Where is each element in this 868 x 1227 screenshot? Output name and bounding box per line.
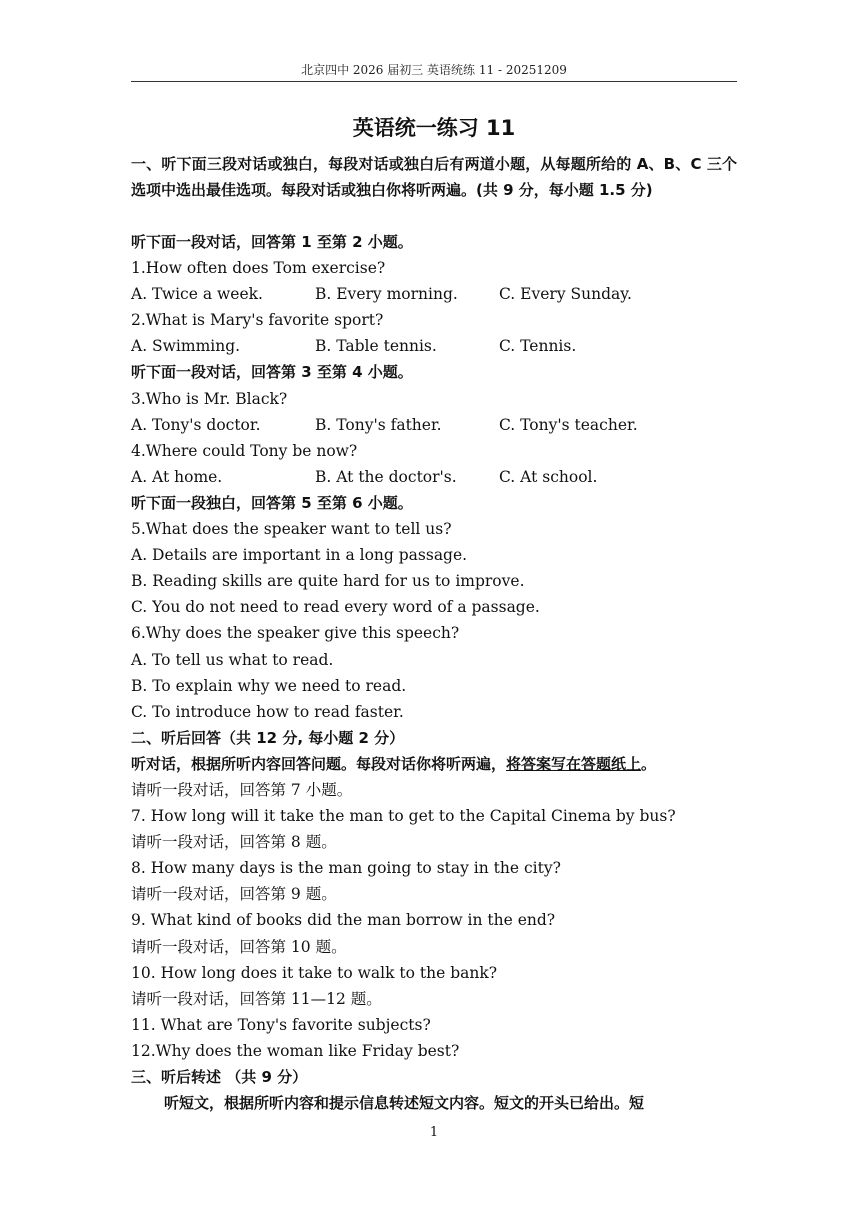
option-a: A. Swimming. — [131, 337, 241, 356]
question-8-prompt: 请听一段对话，回答第 8 题。 — [131, 833, 337, 852]
option-a: A. Tony's doctor. — [131, 415, 261, 434]
question-2-stem: 2.What is Mary's favorite sport? — [131, 311, 384, 330]
question-9: 9. What kind of books did the man borrow in the end? — [131, 911, 556, 930]
page-number: 1 — [429, 1125, 439, 1140]
option-a: A. At home. — [131, 467, 223, 486]
question-4-options — [131, 464, 737, 490]
section1-heading: 一、听下面三段对话或独白，每段对话或独白后有两道小题，从每题所给的 A、B、C 三个选项中选出最佳选项。每段对话或独白你将听两遍。(共 9 分，每小题 1.5 分) — [131, 155, 737, 199]
question-9-prompt: 请听一段对话，回答第 9 题。 — [131, 885, 337, 904]
content-body — [131, 151, 737, 1116]
question-1-stem: 1.How often does Tom exercise? — [131, 259, 386, 278]
option-c: C. Every Sunday. — [499, 285, 632, 304]
instruction-end: 。 — [641, 754, 657, 773]
question-6-option-a: A. To tell us what to read. — [131, 650, 334, 669]
page-title: 英语统一练习 11 — [352, 116, 516, 140]
question-3-options — [131, 412, 737, 438]
question-10: 10. How long does it take to walk to the bank? — [131, 963, 498, 982]
section3-heading: 三、听后转述 （共 9 分） — [131, 1068, 308, 1086]
question-6-option-c: C. To introduce how to read faster. — [131, 702, 404, 721]
option-c: C. At school. — [499, 467, 598, 486]
option-b: B. Tony's father. — [315, 415, 442, 434]
option-c: C. Tony's teacher. — [499, 415, 638, 434]
question-12: 12.Why does the woman like Friday best? — [131, 1041, 460, 1060]
section2-heading: 二、听后回答（共 12 分, 每小题 2 分） — [131, 728, 405, 747]
question-11-12-prompt: 请听一段对话，回答第 11—12 题。 — [131, 989, 382, 1008]
question-11: 11. What are Tony's favorite subjects? — [131, 1015, 431, 1034]
question-7-prompt: 请听一段对话，回答第 7 小题。 — [131, 780, 353, 799]
question-6-option-b: B. To explain why we need to read. — [131, 676, 407, 695]
question-10-prompt: 请听一段对话，回答第 10 题。 — [131, 937, 347, 956]
question-3-stem: 3.Who is Mr. Black? — [131, 389, 288, 408]
section3-instruction: 听短文，根据所听内容和提示信息转述短文内容。短文的开头已给出。短 — [164, 1094, 645, 1113]
question-4-stem: 4.Where could Tony be now? — [131, 441, 358, 460]
option-b: B. Table tennis. — [315, 337, 437, 356]
option-a: A. Twice a week. — [131, 285, 263, 304]
option-b: B. Every morning. — [315, 285, 458, 304]
group3-instruction: 听下面一段独白，回答第 5 至第 6 小题。 — [131, 493, 413, 512]
section2-instruction — [131, 751, 737, 777]
question-6-stem: 6.Why does the speaker give this speech? — [131, 624, 460, 643]
question-5-option-a: A. Details are important in a long passage. — [131, 546, 468, 565]
question-7: 7. How long will it take the man to get to the Capital Cinema by bus? — [131, 807, 676, 826]
question-8: 8. How many days is the man going to stay in the city? — [131, 859, 561, 878]
option-b: B. At the doctor's. — [315, 467, 457, 486]
instruction-text: 听对话，根据所听内容回答问题。每段对话你将听两遍， — [131, 754, 507, 773]
question-2-options — [131, 333, 737, 359]
page-header: 北京四中 2026 届初三 英语统练 11 - 20251209 — [301, 63, 567, 77]
header-divider — [131, 81, 737, 82]
question-5-option-c: C. You do not need to read every word of a passage. — [131, 598, 540, 617]
question-5-stem: 5.What does the speaker want to tell us? — [131, 520, 452, 539]
option-c: C. Tennis. — [499, 337, 577, 356]
group2-instruction: 听下面一段对话，回答第 3 至第 4 小题。 — [131, 363, 413, 382]
question-1-options — [131, 281, 737, 307]
instruction-underlined-text: 将答案写在答题纸上 — [506, 754, 642, 773]
group1-instruction: 听下面一段对话，回答第 1 至第 2 小题。 — [131, 233, 413, 251]
question-5-option-b: B. Reading skills are quite hard for us to improve. — [131, 572, 525, 591]
